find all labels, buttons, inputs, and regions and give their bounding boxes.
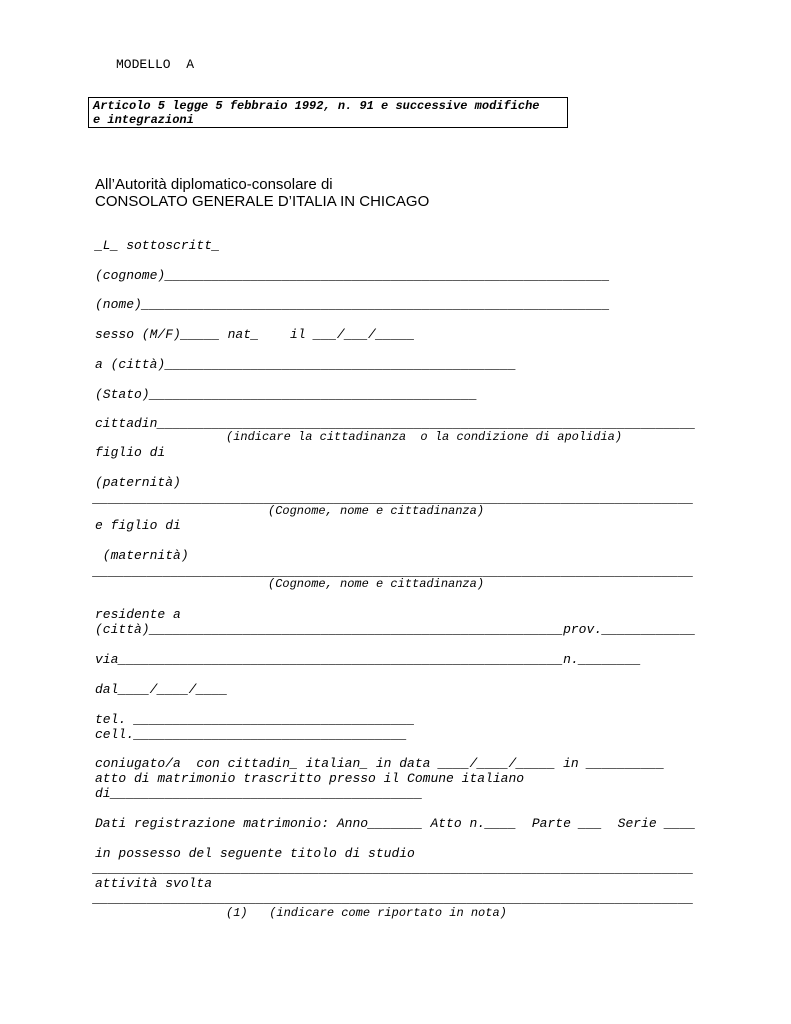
activity-line[interactable]: _____________________________________________________________________________ [93, 891, 694, 906]
model-label: MODELLO A [116, 57, 195, 72]
phone-field[interactable]: tel. ____________________________________ [95, 712, 415, 727]
street-field[interactable]: via_________________________________________________________n.________ [95, 652, 642, 667]
marriage-field-line-2: atto di matrimonio trascritto presso il Comune italiano [95, 771, 525, 786]
law-reference-box [88, 97, 568, 128]
cognome-field[interactable]: (cognome)_________________________________________________________ [95, 268, 610, 283]
marriage-field-line-3[interactable]: di________________________________________ [95, 786, 423, 801]
sesso-birth-field[interactable]: sesso (M/F)_____ nat_ il ___/___/_____ [95, 327, 415, 342]
since-date-field[interactable]: dal____/____/____ [95, 682, 228, 697]
maternita-label: (maternità) [95, 548, 189, 563]
residence-city-field[interactable]: (città)_____________________________________________________prov.____________ [95, 622, 696, 637]
activity-note: (1) (indicare come riportato in nota) [226, 906, 507, 920]
education-label: in possesso del seguente titolo di studio [95, 846, 415, 861]
paternita-note: (Cognome, nome e cittadinanza) [268, 504, 485, 518]
paternita-line[interactable]: _____________________________________________________________________________ [93, 491, 694, 506]
sottoscritto-field[interactable]: _L_ sottoscritt_ [95, 238, 220, 253]
nome-field[interactable]: (nome)____________________________________________________________ [95, 297, 610, 312]
activity-label: attività svolta [95, 876, 213, 891]
marriage-field-line-1[interactable]: coniugato/a con cittadin_ italian_ in data ____/____/_____ in __________ [95, 756, 665, 771]
marriage-registration-field[interactable]: Dati registrazione matrimonio: Anno_______ Atto n.____ Parte ___ Serie ____ [95, 816, 696, 831]
paternita-label: (paternità) [95, 475, 181, 490]
maternita-note: (Cognome, nome e cittadinanza) [268, 577, 485, 591]
addressee-line-1: All’Autorità diplomatico-consolare di [95, 176, 333, 193]
residente-label: residente a [95, 607, 181, 622]
citizenship-field[interactable]: cittadin_____________________________________________________________________ [95, 416, 696, 431]
addressee-line-2: CONSOLATO GENERALE D’ITALIA IN CHICAGO [95, 193, 430, 210]
education-line[interactable]: _____________________________________________________________________________ [93, 861, 694, 876]
citizenship-note: (indicare la cittadinanza o la condizione di apolidia) [226, 430, 623, 444]
law-reference-line-1: Articolo 5 legge 5 febbraio 1992, n. 91 e successive modifiche [93, 99, 540, 113]
law-reference-line-2: e integrazioni [93, 113, 194, 127]
e-figlio-di-label: e figlio di [95, 518, 181, 533]
cell-field[interactable]: cell.___________________________________ [95, 727, 408, 742]
birth-city-field[interactable]: a (città)_____________________________________________ [95, 357, 517, 372]
birth-state-field[interactable]: (Stato)__________________________________________ [95, 387, 478, 402]
figlio-di-label: figlio di [95, 445, 166, 460]
maternita-line[interactable]: _____________________________________________________________________________ [93, 564, 694, 579]
